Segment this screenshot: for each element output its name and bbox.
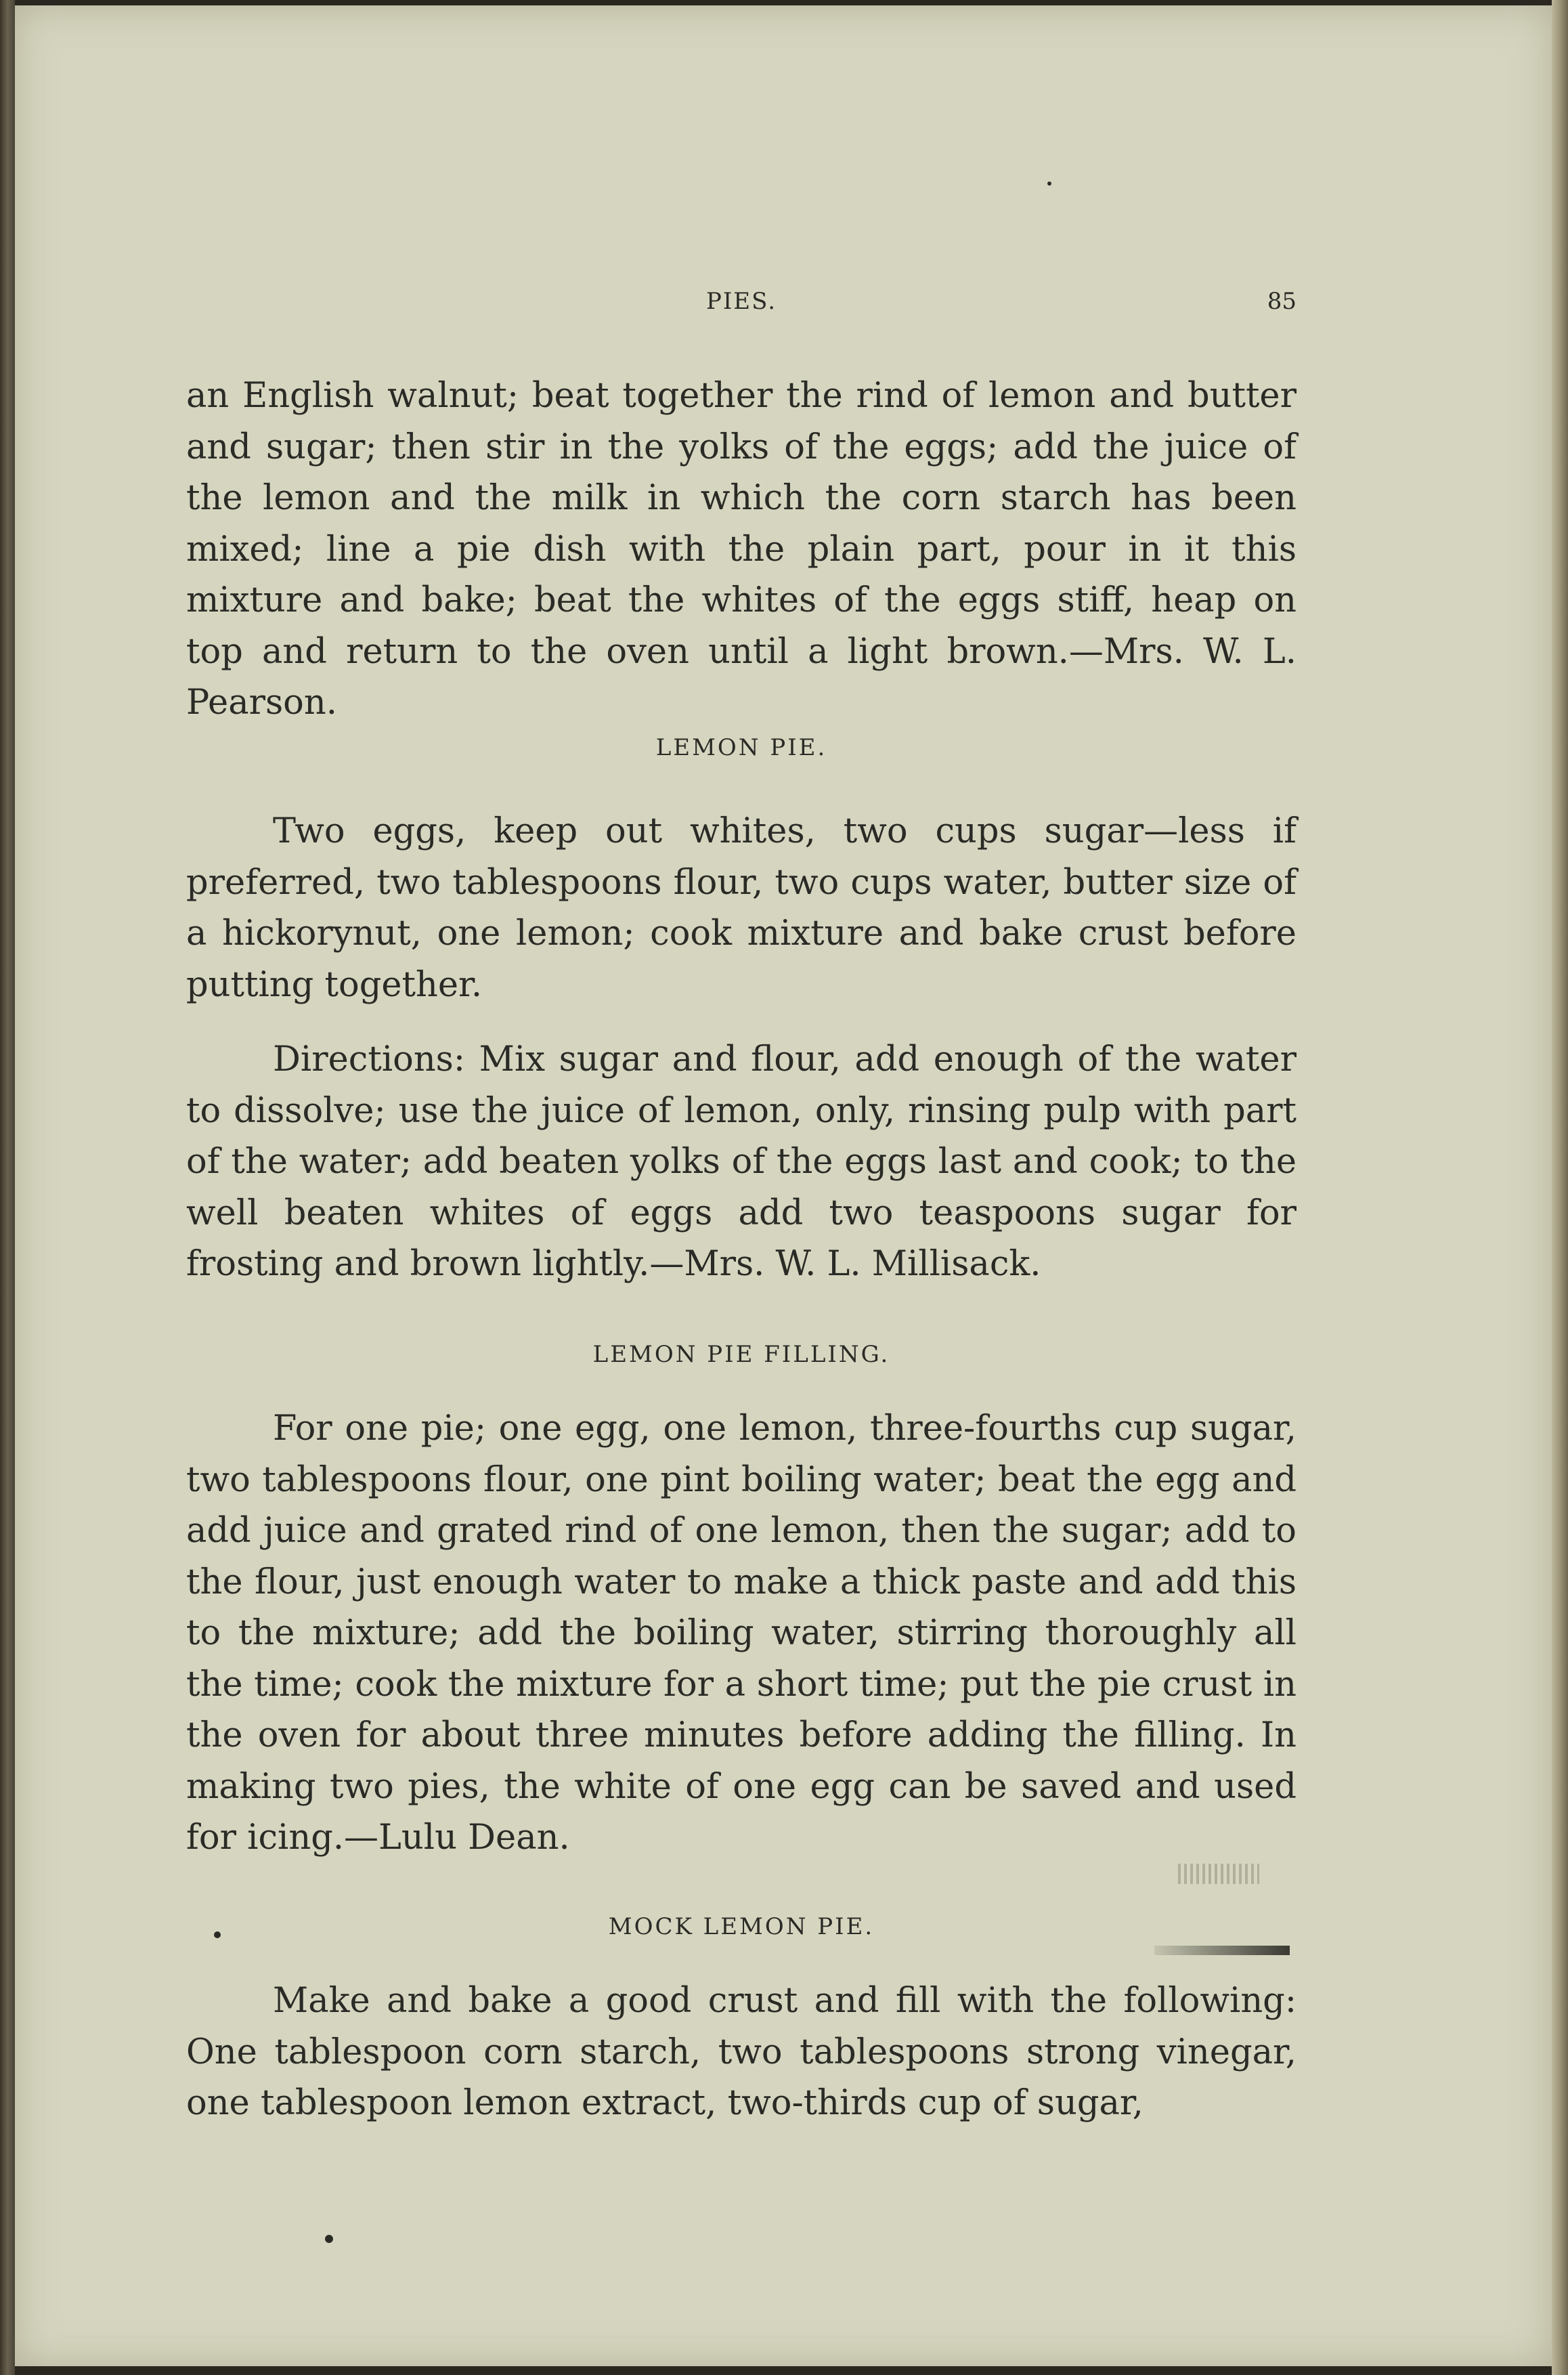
ink-smudge-bar: [1154, 1946, 1290, 1955]
lemon-pie-filling-section: [186, 1403, 1297, 1864]
ink-speck: [1047, 181, 1051, 186]
lemon-pie-filling-heading: LEMON PIE FILLING.: [592, 1341, 890, 1368]
intro-paragraph: an English walnut; beat together the rind of lemon and butter and sugar; then stir in the yolks of the eggs; add the juice of the lemon and the milk in which the corn starch has been mixed; line a pie dish with the plain part, pour in it this mixture and bake; beat the whites of the eggs stiff, heap on top and return to the oven until a light brown.—Mrs. W. L. Pearson.: [186, 376, 1297, 723]
lemon-pie-section: [186, 806, 1297, 1290]
intro-section: [186, 370, 1297, 729]
book-binding: [0, 0, 15, 2375]
mock-lemon-pie-heading: MOCK LEMON PIE.: [608, 1913, 875, 1940]
header-title: PIES.: [705, 288, 777, 315]
page-edge: [1552, 0, 1568, 2375]
lemon-pie-directions: Directions: Mix sugar and flour, add enough of the water to dissolve; use the juice of lemon, only, rinsing pulp with part of the water; add beaten yolks of the eggs last and cook; to the well beaten whites of eggs add two teaspoons sugar for frosting and brown lightly.—Mrs. W. L. Millisack.: [186, 1040, 1297, 1284]
ink-smudge: [1178, 1864, 1259, 1884]
mock-lemon-pie-paragraph: Make and bake a good crust and fill with the following: One tablespoon corn starch, two tablespoons strong vinegar, one tablespoon lemon extract, two-thirds cup of sugar,: [186, 1981, 1297, 2123]
ink-speck: [214, 1931, 221, 1938]
mock-lemon-pie-section: [186, 1975, 1297, 2129]
ink-speck: [325, 2235, 333, 2243]
running-header: [186, 288, 1297, 328]
lemon-pie-ingredients: Two eggs, keep out whites, two cups sugar—less if preferred, two tablespoons flour, two cups water, butter size of a hickorynut, one lemon; cook mixture and bake crust before putting together.: [186, 811, 1297, 1005]
lemon-pie-heading: LEMON PIE.: [655, 734, 827, 761]
page-number: 85: [1267, 288, 1297, 315]
lemon-pie-filling-paragraph: For one pie; one egg, one lemon, three-fourths cup sugar, two tablespoons flour, one pint boiling water; beat the egg and add juice and grated rind of one lemon, then the sugar; add to the flour, just enough water to make a thick paste and add this to the mixture; add the boiling water, stirring thoroughly all the time; cook the mixture for a short time; put the pie crust in the oven for about three minutes before adding the filling. In making two pies, the white of one egg can be saved and used for icing.—Lulu Dean.: [186, 1409, 1297, 1858]
